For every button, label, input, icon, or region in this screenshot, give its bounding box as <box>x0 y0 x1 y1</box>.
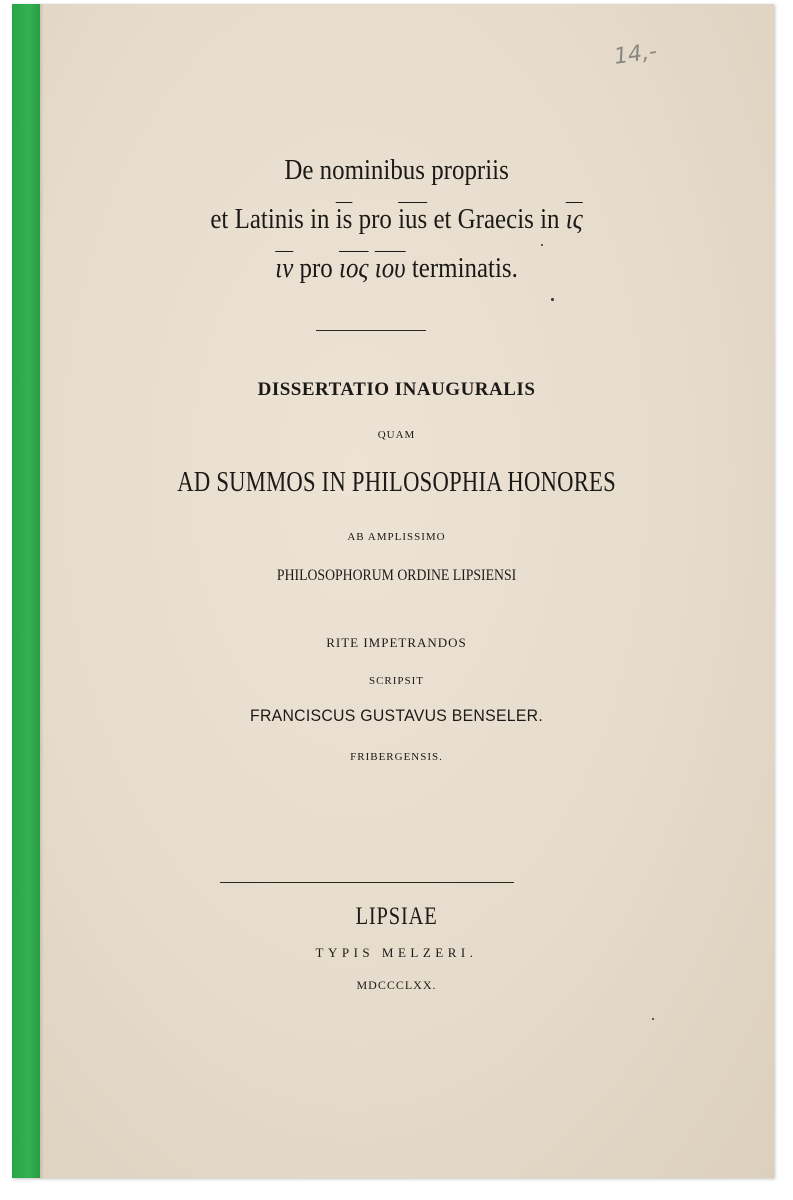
title-text-graecis: et Graecis in <box>433 203 560 235</box>
title-suffix-ius: $\overline{ius}$ <box>398 203 428 235</box>
imprint-year: MDCCCLXX. <box>356 978 437 992</box>
paper-speck <box>541 244 543 246</box>
title-line-3 <box>56 252 738 285</box>
paper-speck <box>551 298 554 301</box>
title-text-latinis: et Latinis in <box>210 203 330 235</box>
scripsit-line: SCRIPSIT <box>368 675 425 687</box>
imprint-divider <box>220 882 514 883</box>
dissertation-heading: DISSERTATIO INAUGURALIS <box>257 379 536 400</box>
paper-speck <box>652 1018 654 1020</box>
title-greek-ios: $\overline{\iota o\varsigma}$ <box>339 252 369 284</box>
title-suffix-is: $\overline{is}$ <box>335 203 353 235</box>
pencil-price-mark: 14,- <box>612 39 659 70</box>
spine-shadow <box>40 4 44 1178</box>
title-greek-iou: $\overline{\iota o\upsilon}$ <box>374 252 406 284</box>
rite-impetrandos-line: RITE IMPETRANDOS <box>326 635 467 650</box>
faculty-line: PHILOSOPHORUM ORDINE LIPSIENSI <box>276 567 517 584</box>
author-name: FRANCISCUS GUSTAVUS BENSELER. <box>250 706 544 725</box>
title-line-1: De nominibus propriis <box>284 154 509 186</box>
imprint-printer: TYPIS MELZERI. <box>315 945 478 960</box>
title-line-2 <box>56 203 738 236</box>
ab-amplissimo-line: AB AMPLISSIMO <box>347 531 446 543</box>
author-origin: FRIBERGENSIS. <box>350 751 443 763</box>
title-text-pro: pro <box>358 203 392 235</box>
green-spine-binding <box>12 4 40 1178</box>
quam-line: QUAM <box>377 429 416 441</box>
imprint-city: LIPSIAE <box>355 903 438 930</box>
title-text-pro-2: pro <box>299 252 333 284</box>
title-divider <box>316 330 426 331</box>
title-greek-iv: $\overline{\iota\nu}$ <box>275 252 294 284</box>
purpose-line: AD SUMMOS IN PHILOSOPHIA HONORES <box>177 466 616 498</box>
title-text-terminatis: terminatis. <box>411 252 518 284</box>
title-greek-is: $\overline{\iota\varsigma}$ <box>565 203 583 235</box>
